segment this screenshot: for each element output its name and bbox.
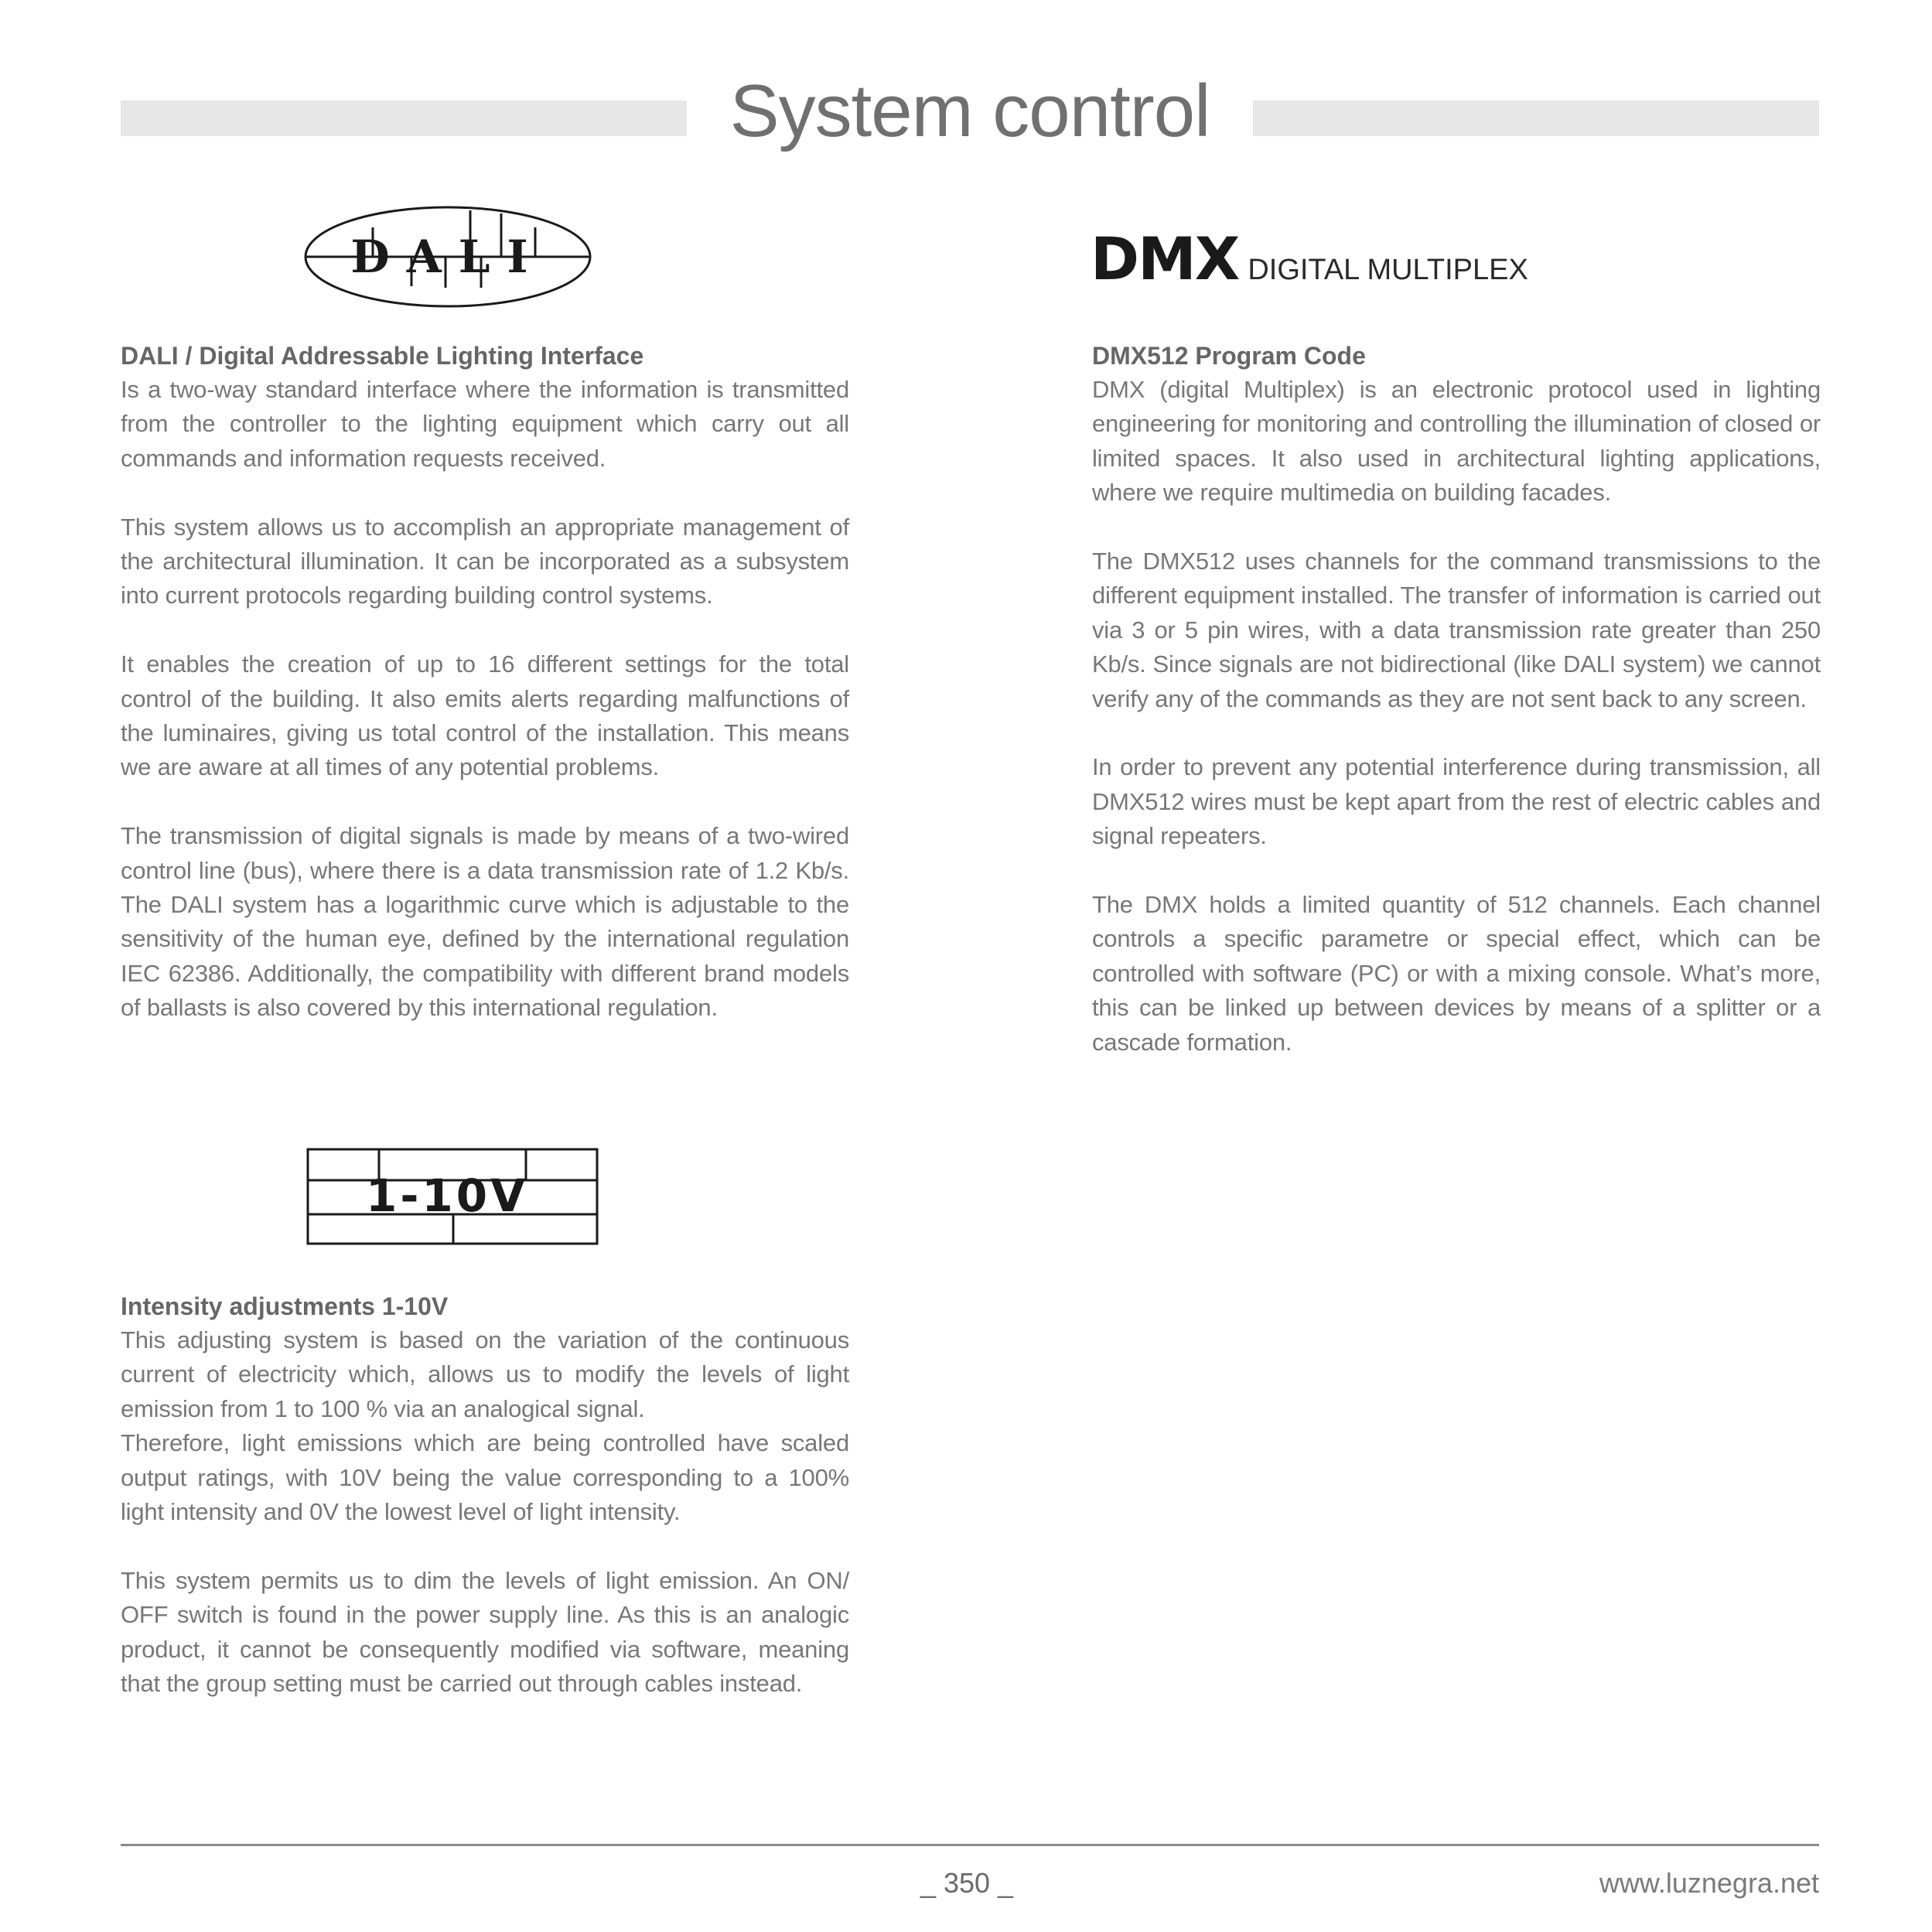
dmx-heading: DMX512 Program Code bbox=[1092, 342, 1366, 370]
dali-paragraph-2: This system allows us to accomplish an appropriate management of the architectural illumination. It can be incorporated as a subsystem into current protocols regarding building control systems. bbox=[121, 513, 849, 609]
ten-v-paragraph-3: This system permits us to dim the levels of light emission. An ON/ OFF switch is found in the power supply line. As this is an analogic product, it cannot be consequently modified via software, meaning that the group setting must be carried out through cables instead. bbox=[121, 1566, 849, 1698]
website-link[interactable]: www.luznegra.net bbox=[1599, 1867, 1819, 1899]
dmx-paragraph-1: DMX (digital Multiplex) is an electronic protocol used in lighting engineering for monitoring and controlling the illumination of closed or limited spaces. It also used in architectural lighting applications, where we require multimedia on building facades. bbox=[1092, 376, 1821, 507]
dmx-logo-subtitle: DIGITAL MULTIPLEX bbox=[1248, 254, 1528, 286]
ten-v-logo-text: 1-10V bbox=[365, 1169, 529, 1222]
page-number: _ 350 _ bbox=[920, 1867, 1014, 1899]
ten-v-heading: Intensity adjustments 1-10V bbox=[121, 1292, 449, 1320]
dali-paragraph-4: The transmission of digital signals is made by means of a two-wired control line (bus), where there is a data transmission rate of 1.2 Kb/s. The DALI system has a logarithmic curve which is adjustable to the sensitivity of the human eye, defined by the international regulation IEC 62386. Additionally, the compatibility with different brand models of ballasts is also covered by this international regulation. bbox=[121, 822, 849, 1022]
dmx-paragraph-4: The DMX holds a limited quantity of 512 channels. Each channel controls a specific parametre or special effect, which can be controlled with software (PC) or with a mixing console. What’s more, this can be linked up between devices by means of a splitter or a cascade formation. bbox=[1092, 891, 1821, 1056]
title-bar-right bbox=[1253, 101, 1819, 136]
dmx-logo bbox=[1091, 224, 1528, 293]
footer-rule bbox=[121, 1844, 1819, 1846]
ten-v-section bbox=[121, 1289, 849, 1701]
dmx-paragraph-2: The DMX512 uses channels for the command transmissions to the different equipment installed. The transfer of information is carried out via 3 or 5 pin wires, with a data transmission rate greater than 250 Kb/s. Since signals are not bidirectional (like DALI system) we cannot verify any of the commands as they are not sent back to any screen. bbox=[1092, 548, 1821, 712]
ten-v-paragraph-2: Therefore, light emissions which are being controlled have scaled output ratings, with 10V being the value corresponding to a 100% light intensity and 0V the lowest level of light intensity. bbox=[121, 1429, 849, 1526]
ten-v-paragraph-1: This adjusting system is based on the variation of the continuous current of electricity which, allows us to modify the levels of light emission from 1 to 100 % via an analogical signal. bbox=[121, 1326, 849, 1422]
dali-paragraph-1: Is a two-way standard interface where the information is transmitted from the controller to the lighting equipment which carry out all commands and information requests received. bbox=[121, 376, 849, 472]
dmx-paragraph-3: In order to prevent any potential interference during transmission, all DMX512 wires must be kept apart from the rest of electric cables and signal repeaters. bbox=[1092, 753, 1821, 850]
title-bar-left bbox=[121, 101, 687, 136]
dmx-logo-word: DMX bbox=[1091, 224, 1239, 293]
dmx-section bbox=[1092, 339, 1821, 1060]
dali-logo bbox=[303, 204, 592, 309]
ten-v-logo bbox=[306, 1148, 599, 1245]
dali-paragraph-3: It enables the creation of up to 16 different settings for the total control of the building. It also emits alerts regarding malfunctions of the luminaires, giving us total control of the installation. This means we are aware at all times of any potential problems. bbox=[121, 650, 849, 781]
page-title: System control bbox=[729, 70, 1210, 152]
dali-heading: DALI / Digital Addressable Lighting Interface bbox=[121, 342, 644, 370]
dali-section bbox=[121, 339, 849, 1026]
dali-logo-text: DALI bbox=[350, 230, 545, 283]
